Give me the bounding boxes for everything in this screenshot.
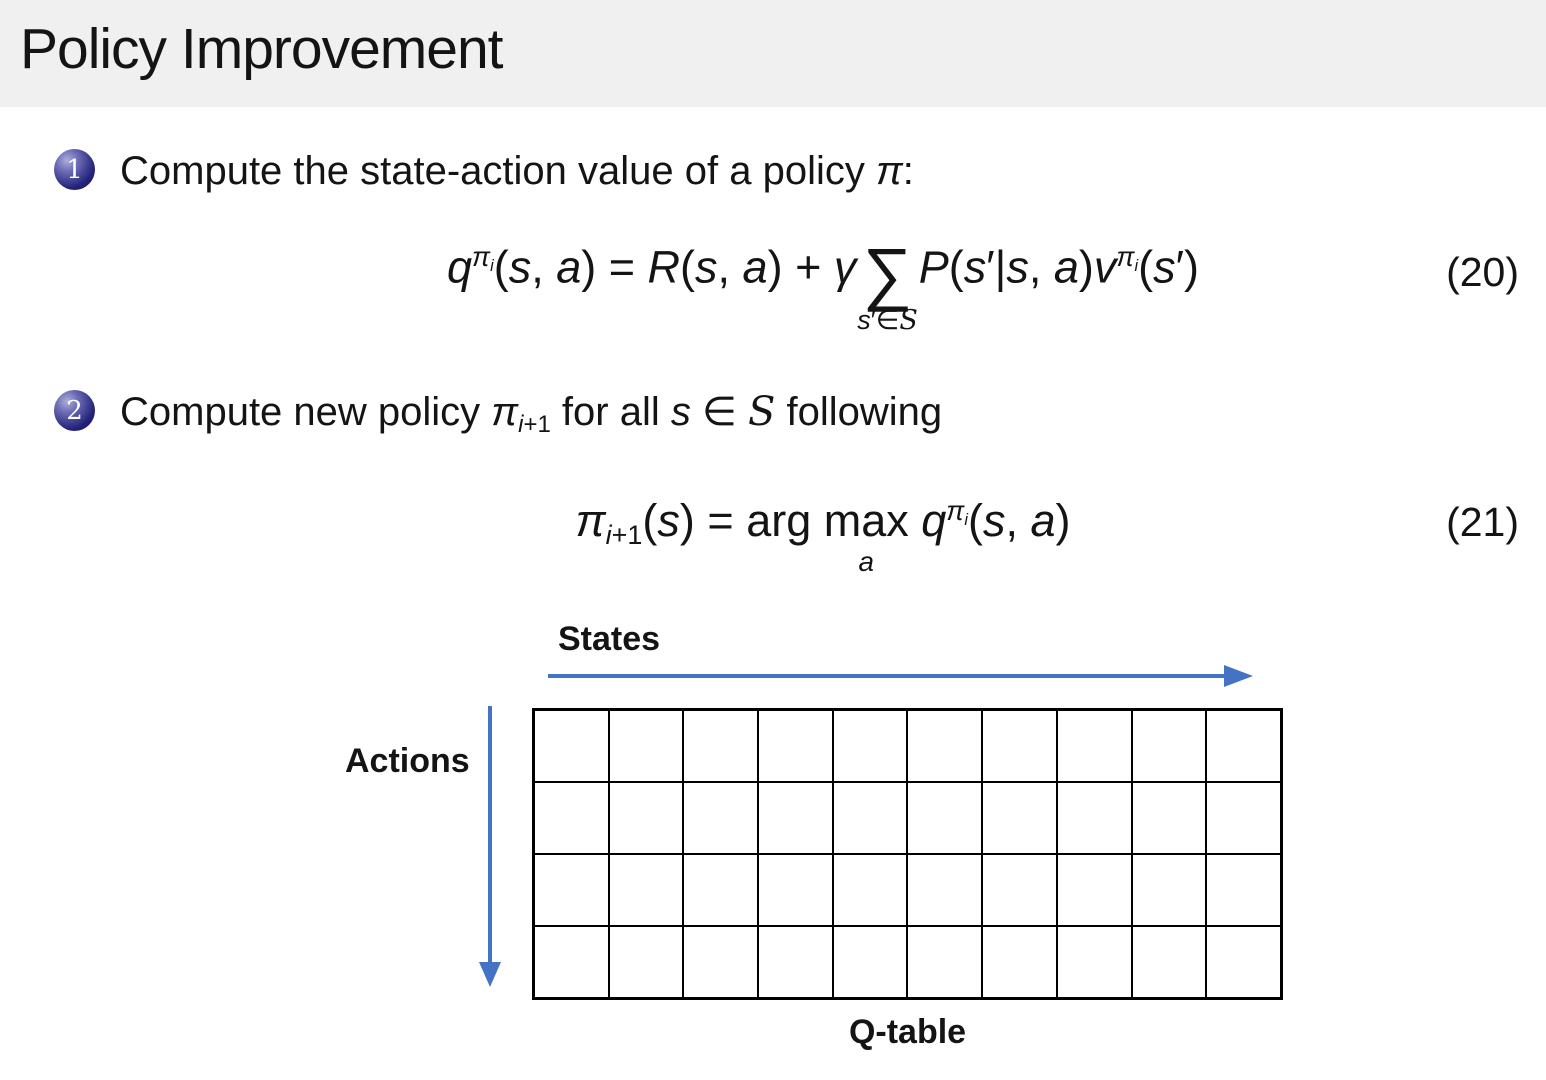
actions-arrow	[488, 706, 492, 964]
q-table-cell	[758, 854, 833, 926]
q-table-cell	[1057, 926, 1132, 998]
q-table-cell	[1206, 782, 1281, 854]
q-table-cell	[683, 782, 758, 854]
item-2-number-badge: 2	[54, 390, 95, 431]
states-arrow	[548, 674, 1226, 678]
q-table-cell	[758, 926, 833, 998]
slide-title: Policy Improvement	[20, 17, 503, 81]
q-table-cell	[907, 926, 982, 998]
equation-21	[170, 490, 1476, 578]
q-table-cell	[1206, 710, 1281, 782]
q-table-cell	[833, 926, 908, 998]
q-table-cell	[1132, 854, 1207, 926]
q-table-cell	[1057, 782, 1132, 854]
q-table-cell	[1057, 854, 1132, 926]
q-table-grid	[532, 708, 1283, 1000]
item-1-number-badge: 1	[54, 149, 95, 190]
q-table-cell	[907, 710, 982, 782]
q-table-cell	[1132, 710, 1207, 782]
q-table-cell	[609, 710, 684, 782]
q-table-cell	[534, 926, 609, 998]
q-table-cell	[982, 854, 1057, 926]
q-table-cell	[758, 782, 833, 854]
q-table-cell	[683, 926, 758, 998]
q-table-cell	[1206, 854, 1281, 926]
q-table-cell	[1132, 926, 1207, 998]
q-table-cell	[1206, 926, 1281, 998]
q-table-cell	[833, 782, 908, 854]
actions-arrowhead-icon	[479, 962, 501, 987]
q-table-cell	[833, 710, 908, 782]
q-table-cell	[534, 854, 609, 926]
q-table-cell	[907, 854, 982, 926]
q-table-cell	[982, 926, 1057, 998]
equation-20-label: (20)	[1446, 249, 1519, 295]
q-table-cell	[982, 782, 1057, 854]
q-table-cell	[982, 710, 1057, 782]
q-table-cell	[1132, 782, 1207, 854]
item-2-text: Compute new policy πi+1 for all s ∈ S following	[120, 389, 943, 439]
equation-20-math: $q^{\pi i}(s$, a) = R(s, a) + γ∑ s′∈S P(s′|s, $a)v^{\pi i}(s')$	[446, 234, 1200, 337]
q-table-cell	[907, 782, 982, 854]
enumerate-item-1	[54, 147, 914, 195]
actions-axis-label: Actions	[345, 742, 470, 780]
q-table-cell	[534, 782, 609, 854]
q-table-cell	[758, 710, 833, 782]
q-table-cell	[609, 926, 684, 998]
q-table-cell	[833, 854, 908, 926]
enumerate-item-2	[54, 388, 942, 440]
q-table-cell	[534, 710, 609, 782]
summation-symbol: ∑ s′∈S	[857, 234, 918, 337]
item-1-text: Compute the state-action value of a policy π:	[120, 149, 914, 193]
q-table-cell	[609, 782, 684, 854]
q-table-cell	[683, 854, 758, 926]
q-table-cell	[683, 710, 758, 782]
equation-21-math: πi+1(s) = arg max a $q^{\pi i}(s$, a)	[575, 494, 1071, 578]
q-table-cell	[1057, 710, 1132, 782]
q-table-cell	[609, 854, 684, 926]
states-arrowhead-icon	[1224, 665, 1253, 687]
slide-header	[0, 0, 1546, 107]
equation-20	[170, 231, 1476, 337]
states-axis-label: States	[558, 620, 661, 658]
equation-21-label: (21)	[1446, 499, 1519, 545]
q-table-caption: Q-table	[848, 1013, 967, 1051]
